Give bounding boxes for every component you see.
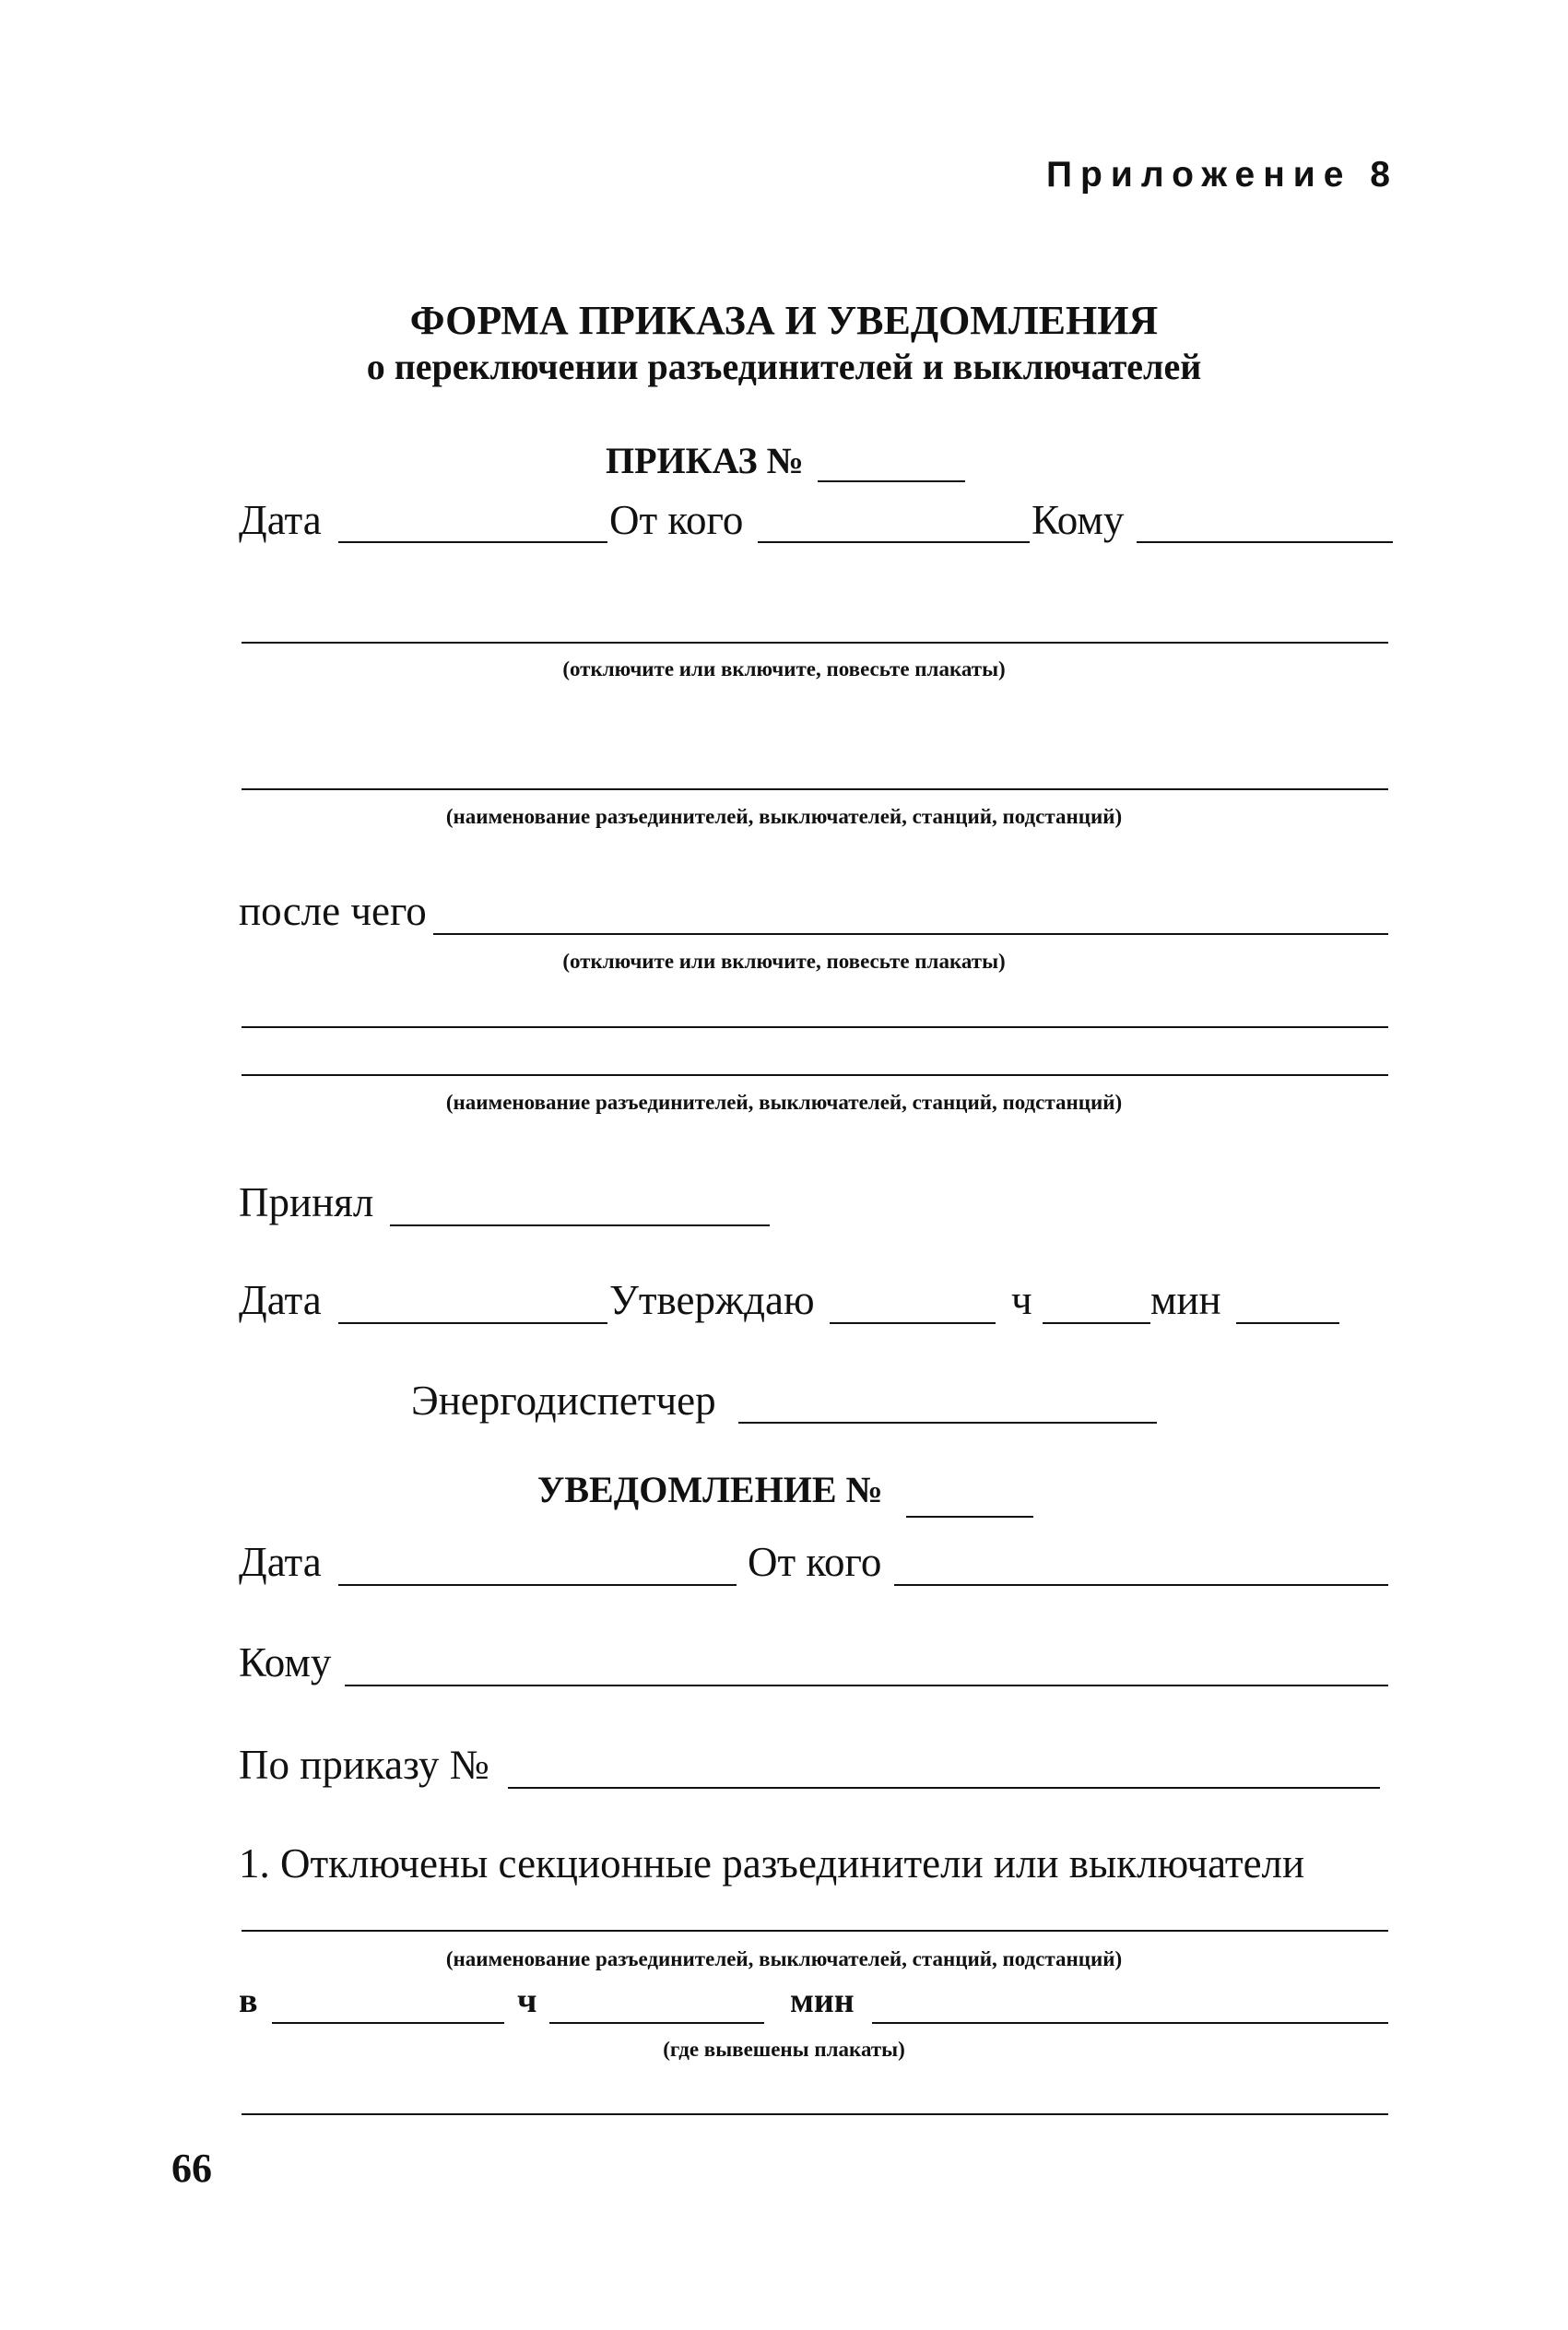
notice-by-order-label: По приказу № [239, 1742, 489, 1788]
order-approve-field[interactable] [830, 1322, 996, 1324]
page-number: 66 [171, 2146, 212, 2191]
order-date2-field[interactable] [338, 1322, 607, 1324]
notice-posters-caption: (где вывешены плакаты) [663, 2038, 905, 2061]
order-from-label: От кого [609, 497, 744, 543]
order-minute-field[interactable] [1236, 1322, 1339, 1324]
order-action-field[interactable] [242, 642, 1388, 644]
order-names-field-2a[interactable] [242, 1026, 1388, 1028]
order-minute-label: мин [1150, 1277, 1221, 1323]
order-names-field[interactable] [242, 788, 1388, 790]
order-action-caption: (отключите или включите, повесьте плакаты) [562, 657, 1006, 680]
notice-number-field[interactable] [906, 1516, 1033, 1518]
notice-hour-label: ч [517, 1981, 537, 2020]
order-action-caption-2: (отключите или включите, повесьте плакаты) [562, 950, 1006, 973]
form-title: ФОРМА ПРИКАЗА И УВЕДОМЛЕНИЯ [409, 298, 1159, 343]
notice-at-label: в [239, 1981, 258, 2020]
notice-by-order-field[interactable] [508, 1787, 1380, 1789]
order-names-field-2b[interactable] [242, 1074, 1388, 1076]
order-approve-label: Утверждаю [609, 1277, 815, 1323]
notice-item1-label: 1. Отключены секционные разъединители или выключатели [239, 1840, 1305, 1886]
order-names-caption-2: (наименование разъединителей, выключателей, станций, подстанций) [445, 1091, 1123, 1114]
appendix-label: Приложение 8 [1046, 155, 1398, 195]
notice-date-label: Дата [239, 1539, 322, 1585]
notice-item1-field[interactable] [242, 1930, 1388, 1932]
notice-posters-field[interactable] [242, 2113, 1388, 2115]
order-names-caption: (наименование разъединителей, выключателей, станций, подстанций) [445, 805, 1123, 828]
notice-hour-field[interactable] [549, 2022, 764, 2024]
notice-from-field[interactable] [894, 1584, 1388, 1586]
notice-minute-field[interactable] [872, 2022, 1388, 2024]
form-subtitle: о переключении разъединителей и выключателей [366, 346, 1202, 387]
notice-to-label: Кому [239, 1639, 332, 1685]
order-hour-label: ч [1011, 1277, 1032, 1323]
order-number-field[interactable] [818, 480, 965, 482]
notice-to-field[interactable] [345, 1685, 1388, 1686]
order-heading: ПРИКАЗ № [606, 440, 804, 481]
order-date-field[interactable] [338, 541, 607, 543]
notice-at-field[interactable] [272, 2022, 504, 2024]
notice-names-caption: (наименование разъединителей, выключателей, станций, подстанций) [445, 1947, 1123, 1970]
order-accepted-field[interactable] [390, 1224, 770, 1226]
notice-from-label: От кого [748, 1539, 882, 1585]
order-to-label: Кому [1032, 497, 1125, 543]
order-accepted-label: Принял [239, 1179, 374, 1225]
notice-minute-label: мин [790, 1981, 855, 2020]
notice-heading: УВЕДОМЛЕНИЕ № [537, 1469, 883, 1510]
order-hour-field[interactable] [1043, 1322, 1150, 1324]
order-date2-label: Дата [239, 1277, 322, 1323]
notice-date-field[interactable] [338, 1584, 737, 1586]
order-from-field[interactable] [758, 541, 1030, 543]
order-after-field[interactable] [433, 933, 1388, 935]
order-dispatcher-field[interactable] [738, 1422, 1157, 1424]
order-dispatcher-label: Энергодиспетчер [411, 1378, 716, 1424]
order-after-label: после чего [239, 888, 427, 934]
order-date-label: Дата [239, 497, 322, 543]
order-to-field[interactable] [1137, 541, 1393, 543]
